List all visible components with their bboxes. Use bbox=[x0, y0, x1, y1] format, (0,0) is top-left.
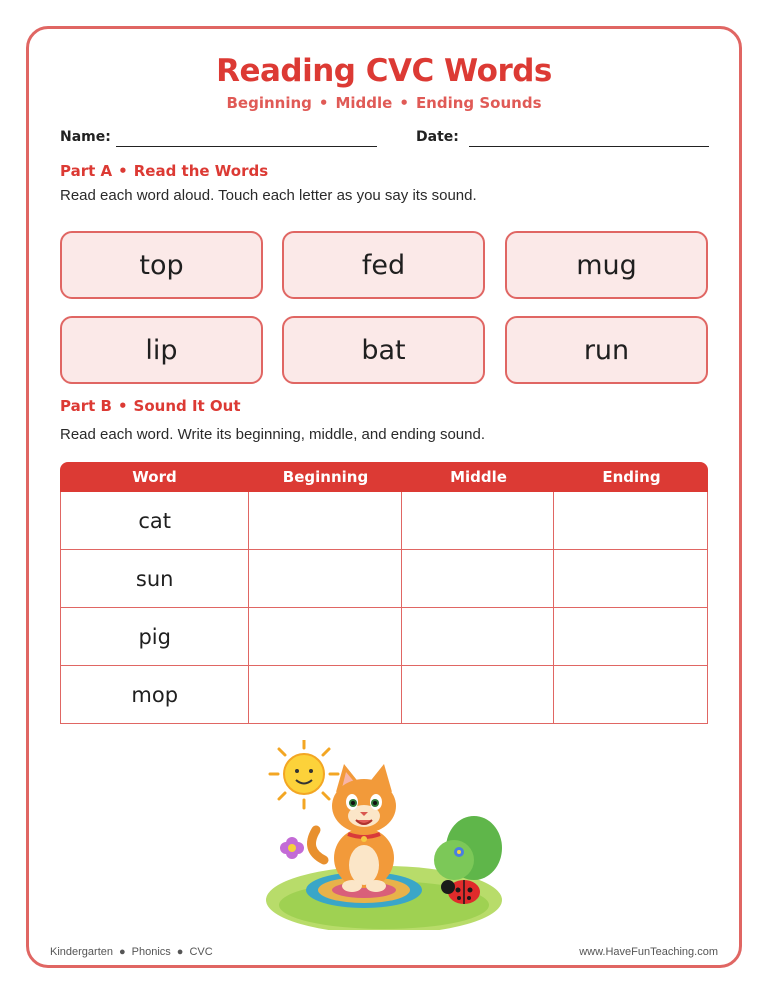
beginning-answer-cell[interactable] bbox=[249, 492, 402, 549]
ending-answer-cell[interactable] bbox=[554, 666, 707, 723]
middle-answer-cell[interactable] bbox=[402, 666, 555, 723]
middle-answer-cell[interactable] bbox=[402, 492, 555, 549]
subtitle-middle: Middle bbox=[335, 94, 393, 112]
word-card: mug bbox=[505, 231, 708, 299]
separator-dot: • bbox=[117, 397, 128, 415]
date-label: Date: bbox=[416, 129, 459, 145]
sound-table bbox=[60, 462, 708, 724]
table-row bbox=[61, 608, 707, 666]
part-b-heading bbox=[60, 397, 241, 415]
separator-dot: • bbox=[399, 94, 409, 112]
word-cell: pig bbox=[61, 608, 249, 665]
separator-dot: • bbox=[118, 162, 128, 180]
word-card: fed bbox=[282, 231, 485, 299]
middle-answer-cell[interactable] bbox=[402, 608, 555, 665]
separator-dot: ● bbox=[119, 946, 126, 958]
footer-tag: Kindergarten bbox=[50, 946, 113, 958]
part-b-instructions: Read each word. Write its beginning, middle, and ending sound. bbox=[60, 426, 485, 443]
part-b-title: Sound It Out bbox=[133, 397, 241, 415]
separator-dot: • bbox=[318, 94, 329, 112]
word-card: run bbox=[505, 316, 708, 384]
beginning-answer-cell[interactable] bbox=[249, 550, 402, 607]
table-header bbox=[60, 462, 708, 492]
footer-tag: CVC bbox=[189, 946, 213, 958]
sun-icon bbox=[270, 740, 338, 808]
table-row bbox=[61, 550, 707, 608]
footer-website: www.HaveFunTeaching.com bbox=[579, 946, 718, 958]
part-a-title: Read the Words bbox=[133, 162, 269, 180]
ending-answer-cell[interactable] bbox=[554, 492, 707, 549]
flower-icon bbox=[280, 837, 304, 859]
beginning-answer-cell[interactable] bbox=[249, 666, 402, 723]
name-label: Name: bbox=[60, 129, 111, 145]
middle-answer-cell[interactable] bbox=[402, 550, 555, 607]
column-header-word: Word bbox=[132, 468, 177, 486]
word-cell: mop bbox=[61, 666, 249, 723]
ending-answer-cell[interactable] bbox=[554, 550, 707, 607]
footer-tags bbox=[50, 946, 213, 958]
part-b-label: Part B bbox=[60, 397, 112, 415]
table-body bbox=[60, 492, 708, 724]
separator-dot: ● bbox=[176, 946, 184, 958]
part-a-label: Part A bbox=[60, 162, 113, 180]
column-header-ending: Ending bbox=[602, 468, 661, 486]
subtitle-beginning: Beginning bbox=[226, 94, 312, 112]
name-field[interactable] bbox=[116, 146, 377, 147]
worksheet-subtitle bbox=[0, 94, 768, 112]
ending-answer-cell[interactable] bbox=[554, 608, 707, 665]
cat-illustration bbox=[264, 740, 504, 930]
worksheet-title: Reading CVC Words bbox=[216, 53, 552, 89]
date-field[interactable] bbox=[469, 146, 709, 147]
column-header-beginning: Beginning bbox=[282, 468, 369, 486]
word-card: top bbox=[60, 231, 263, 299]
footer-tag: Phonics bbox=[131, 946, 171, 958]
word-card: lip bbox=[60, 316, 263, 384]
word-card: bat bbox=[282, 316, 485, 384]
column-header-middle: Middle bbox=[450, 468, 507, 486]
part-a-heading bbox=[60, 162, 268, 180]
word-cell: cat bbox=[61, 492, 249, 549]
word-cell: sun bbox=[61, 550, 249, 607]
beginning-answer-cell[interactable] bbox=[249, 608, 402, 665]
part-a-instructions: Read each word aloud. Touch each letter as you say its sound. bbox=[60, 187, 477, 204]
table-row bbox=[61, 666, 707, 724]
subtitle-ending: Ending Sounds bbox=[415, 94, 542, 112]
table-row bbox=[61, 492, 707, 550]
